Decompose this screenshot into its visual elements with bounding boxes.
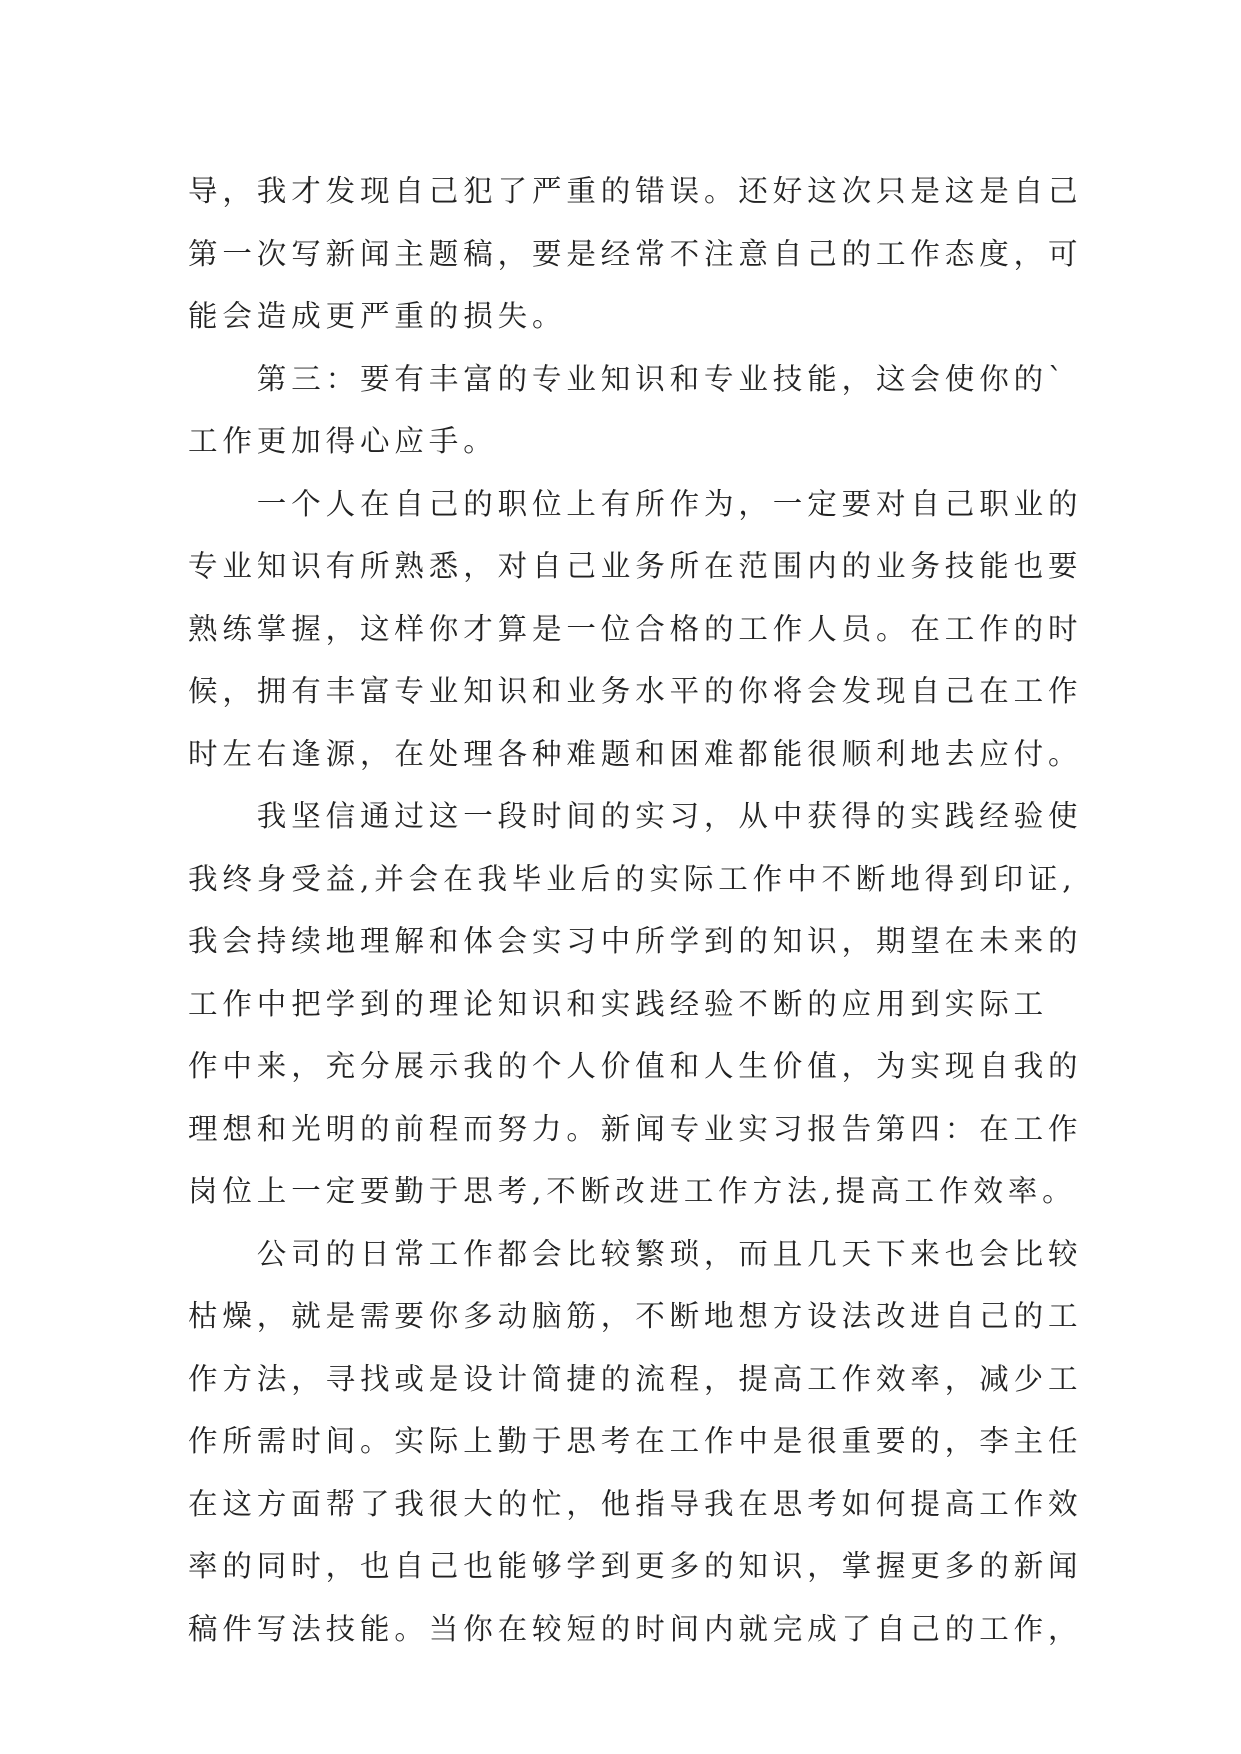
text-line-2: 第一次写新闻主题稿，要是经常不注意自己的工作态度，可 — [188, 236, 1083, 271]
text-line-8: 熟练掌握，这样你才算是一位合格的工作人员。在工作的时 — [188, 611, 1083, 646]
text-line-18: 公司的日常工作都会比较繁琐，而且几天下来也会比较 — [188, 1236, 1083, 1271]
text-line-20: 作方法，寻找或是设计简捷的流程，提高工作效率，减少工 — [188, 1361, 1083, 1396]
text-line-21: 作所需时间。实际上勤于思考在工作中是很重要的，李主任 — [188, 1424, 1083, 1458]
text-line-6: 一个人在自己的职位上有所作为，一定要对自己职业的 — [188, 486, 1083, 521]
text-line-23: 率的同时，也自己也能够学到更多的知识，掌握更多的新闻 — [188, 1549, 1083, 1583]
text-line-12: 我终身受益,并会在我毕业后的实际工作中不断地得到印证, — [188, 861, 1077, 896]
text-line-13: 我会持续地理解和体会实习中所学到的知识，期望在未来的 — [188, 924, 1083, 958]
text-line-1: 导，我才发现自己犯了严重的错误。还好这次只是这是自己 — [188, 174, 1083, 208]
text-line-3: 能会造成更严重的损失。 — [188, 299, 567, 333]
text-line-9: 候，拥有丰富专业知识和业务水平的你将会发现自己在工作 — [188, 674, 1083, 708]
text-line-11: 我坚信通过这一段时间的实习，从中获得的实践经验使 — [188, 799, 1083, 833]
text-line-7: 专业知识有所熟悉，对自己业务所在范围内的业务技能也要 — [188, 549, 1083, 583]
text-line-19: 枯燥，就是需要你多动脑筋，不断地想方设法改进自己的工 — [188, 1299, 1083, 1333]
text-line-16: 理想和光明的前程而努力。新闻专业实习报告第四：在工作 — [188, 1111, 1083, 1146]
text-line-10: 时左右逢源，在处理各种难题和困难都能很顺利地去应付。 — [188, 736, 1083, 771]
body-text — [188, 160, 1083, 1660]
text-line-14: 工作中把学到的理论知识和实践经验不断的应用到实际工 — [188, 986, 1049, 1021]
text-line-24: 稿件写法技能。当你在较短的时间内就完成了自己的工作， — [188, 1611, 1083, 1646]
text-line-15: 作中来，充分展示我的个人价值和人生价值，为实现自我的 — [188, 1049, 1083, 1083]
text-line-22: 在这方面帮了我很大的忙，他指导我在思考如何提高工作效 — [188, 1486, 1083, 1521]
text-line-5: 工作更加得心应手。 — [188, 424, 498, 458]
text-line-17: 岗位上一定要勤于思考,不断改进工作方法,提高工作效率。 — [188, 1174, 1077, 1208]
text-line-4: 第三：要有丰富的专业知识和专业技能，这会使你的` — [188, 361, 1068, 396]
